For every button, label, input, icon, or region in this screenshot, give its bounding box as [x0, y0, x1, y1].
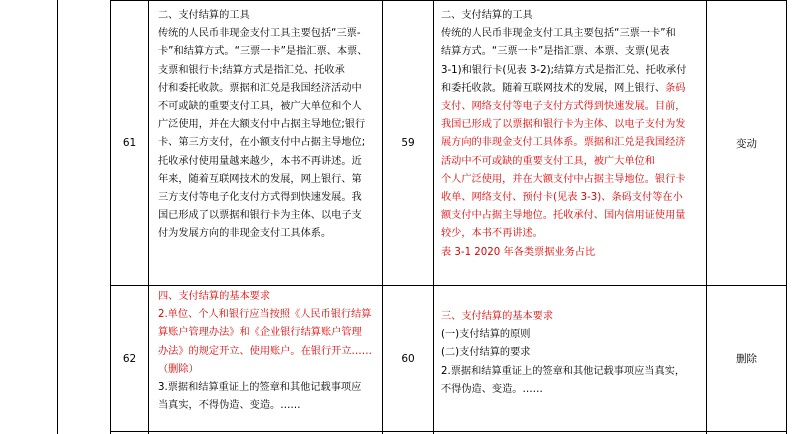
- table-border: [57, 0, 58, 434]
- text-line: 结算方式。“三票一卡”是指汇票、本票、支票(见表: [441, 46, 670, 58]
- text-line: 卡”和结算方式。“三票一卡”是指汇票、本票、: [158, 46, 368, 58]
- text-line: 算账户管理办法》和《企业银行结算账户管理: [158, 327, 362, 339]
- text-line: 传统的人民币非现金支付工具主要包括“三票-: [158, 28, 361, 40]
- text-line: (一)支付结算的原则: [441, 329, 531, 341]
- text-line: 2.单位、个人和银行应当按照《人民币银行结算: [158, 309, 372, 321]
- text-line: 国已形成了以票据和银行卡为主体、以电子支: [158, 210, 362, 222]
- row-seq: 62: [122, 352, 137, 365]
- text-line: 三方支付等电子化支付方式得到快速发展。我: [158, 192, 362, 204]
- new-page-number: 59: [401, 137, 415, 149]
- text-line: 3.票据和结算重证上的签章和其他记载事项应: [158, 382, 362, 394]
- text-line: 表 3-1 2020 年各类票据业务占比: [441, 246, 596, 258]
- text-line: 我国已形成了以票据和银行卡为主体、以电子支付为发: [441, 119, 686, 131]
- text-line: 额支付中占据主导地位。托收承付、国内信用证使用量: [441, 210, 686, 222]
- text-line: 年来，随着互联网技术的发展，网上银行、第: [158, 173, 362, 185]
- old-text-cell: [149, 286, 382, 431]
- text-line: 收单、网络支付、预付卡(见表 3-3)、条码支付等在小: [441, 192, 683, 204]
- text-line: (二)支付结算的要求: [441, 347, 531, 359]
- new-text-cell: [434, 1, 706, 285]
- change-action: 删除: [736, 353, 757, 365]
- text-line: 广泛使用，并在大额支付中占据主导地位;银行: [158, 119, 366, 131]
- change-action: 变动: [736, 137, 757, 150]
- text-line: 办法》的规定开立、使用账户。在银行开立……: [158, 345, 372, 357]
- text-fragment: 条码: [665, 82, 686, 94]
- text-line: 个人广泛使用，并在大额支付中占据主导地位。银行卡: [441, 173, 686, 185]
- text-line: 3-1)和银行卡(见表 3-2);结算方式是指汇兑、托收承付: [441, 64, 687, 76]
- text-line: 2.票据和结算重证上的签章和其他记载事项应当真实，: [441, 365, 686, 377]
- text-line: 支付、网络支付等电子支付方式得到快速发展。目前，: [441, 101, 686, 113]
- text-fragment: 和委托收款。随着互联网技术的发展，网上银行、: [441, 82, 666, 94]
- text-line: 当真实，不得伪造、变造。……: [158, 400, 301, 412]
- text-line: 活动中不可或缺的重要支付工具，被广大单位和: [441, 155, 655, 167]
- text-line: 支票和银行卡;结算方式是指汇兑、托收承: [158, 64, 345, 76]
- text-line: 四、支付结算的基本要求: [158, 291, 271, 302]
- text-line: 托收承付使用量越来越少，本书不再讲述。近: [158, 155, 362, 167]
- text-line: 二、支付结算的工具: [158, 10, 250, 21]
- text-line: 卡、第三方支付，在小额支付中占据主导地位;: [158, 137, 366, 149]
- text-line: 较少，本书不再讲述。: [441, 228, 543, 240]
- table-border: [110, 431, 787, 432]
- text-line: 付为发展方向的非现金支付工具体系。: [158, 228, 332, 240]
- text-line: 展方向的非现金支付工具体系。票据和汇兑是我国经济: [441, 137, 686, 149]
- text-line: 三、支付结算的基本要求: [441, 311, 554, 322]
- text-line: （删除）: [158, 363, 199, 375]
- new-page-number: 60: [401, 352, 415, 365]
- text-line: 不得伪造、变造。……: [441, 383, 543, 395]
- text-line: 不可或缺的重要支付工具，被广大单位和个人: [158, 101, 362, 113]
- text-line: 二、支付结算的工具: [441, 10, 533, 21]
- new-text-cell: [434, 286, 706, 431]
- text-line: 付和委托收款。票据和汇兑是我国经济活动中: [158, 82, 362, 94]
- table-border: [786, 0, 787, 434]
- row-seq: 61: [122, 137, 137, 149]
- text-line: [441, 80, 700, 98]
- text-line: 传统的人民币非现金支付工具主要包括“三票一卡”和: [441, 28, 676, 40]
- old-text-cell: [149, 1, 382, 285]
